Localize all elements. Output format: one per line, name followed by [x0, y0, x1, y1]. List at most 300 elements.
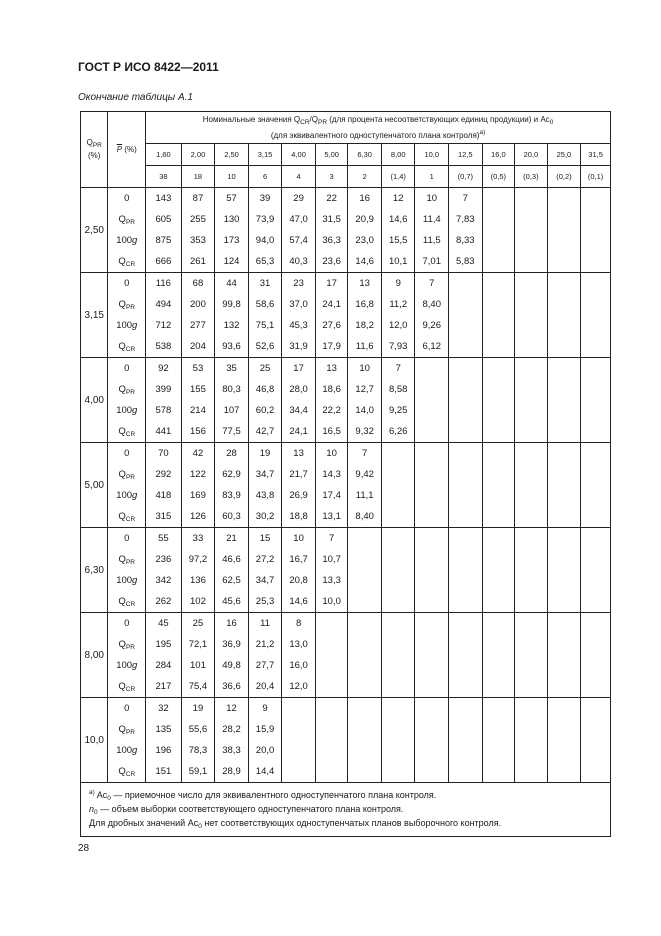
data-cell: [482, 251, 515, 273]
data-cell: 173: [215, 230, 249, 251]
ac-header-cell: 18: [181, 166, 215, 188]
qpr-header-unit: (%): [88, 151, 101, 160]
ratio-header-cell: 1,60: [146, 144, 182, 166]
data-cell: 25,3: [248, 591, 282, 613]
data-cell: [547, 485, 581, 506]
footnote-3-sub: 0: [198, 823, 202, 830]
row-label: [108, 591, 146, 613]
data-cell: [449, 379, 483, 400]
data-cell: [315, 634, 348, 655]
data-cell: [449, 634, 483, 655]
data-cell: 101: [181, 655, 215, 676]
data-cell: [581, 315, 611, 336]
data-cell: [449, 570, 483, 591]
title-part-1: Номинальные значения Q: [202, 114, 301, 124]
data-cell: [415, 443, 449, 465]
row-label: [108, 570, 146, 591]
ratio-header-cell: 5,00: [315, 144, 348, 166]
data-cell: [381, 485, 415, 506]
row-label: [108, 634, 146, 655]
data-cell: [581, 740, 611, 761]
data-cell: [581, 549, 611, 570]
data-cell: [547, 464, 581, 485]
data-cell: [581, 655, 611, 676]
data-cell: [515, 528, 548, 550]
data-cell: 143: [146, 188, 182, 210]
data-cell: [547, 443, 581, 465]
data-cell: 8,33: [449, 230, 483, 251]
data-cell: 11,2: [381, 294, 415, 315]
data-cell: [547, 740, 581, 761]
ratio-header-cell: 4,00: [282, 144, 316, 166]
table-row: [81, 528, 611, 550]
qpr-group-cell: 6,30: [81, 528, 108, 613]
data-cell: 18,6: [315, 379, 348, 400]
ac-header-cell: (1,4): [381, 166, 415, 188]
data-cell: [581, 273, 611, 295]
data-cell: [282, 761, 316, 783]
data-cell: 70: [146, 443, 182, 465]
data-cell: 14,6: [348, 251, 382, 273]
row-label: [108, 761, 146, 783]
data-cell: [315, 761, 348, 783]
data-cell: [381, 528, 415, 550]
data-cell: 52,6: [248, 336, 282, 358]
data-cell: [381, 443, 415, 465]
data-cell: [482, 528, 515, 550]
data-cell: [581, 676, 611, 698]
row-label-qcr: Q: [118, 340, 126, 352]
table-row: [81, 570, 611, 591]
row-label-g: g: [132, 660, 138, 671]
data-cell: 116: [146, 273, 182, 295]
data-cell: 59,1: [181, 761, 215, 783]
data-cell: 13,1: [315, 506, 348, 528]
data-cell: [449, 400, 483, 421]
row-label-zero: 0: [124, 533, 130, 544]
data-cell: 24,1: [315, 294, 348, 315]
ratio-header-cell: 2,50: [215, 144, 249, 166]
data-cell: 7,83: [449, 209, 483, 230]
data-cell: [515, 379, 548, 400]
data-cell: [348, 740, 382, 761]
data-cell: 712: [146, 315, 182, 336]
data-cell: [515, 358, 548, 380]
data-cell: [381, 549, 415, 570]
data-cell: [449, 506, 483, 528]
data-cell: 14,3: [315, 464, 348, 485]
data-cell: [482, 570, 515, 591]
data-cell: [449, 761, 483, 783]
data-cell: [348, 761, 382, 783]
ac-header-cell: (0,2): [547, 166, 581, 188]
data-cell: 44: [215, 273, 249, 295]
row-label-qcr-sub: CR: [125, 260, 136, 268]
data-cell: [482, 464, 515, 485]
data-cell: 25: [181, 613, 215, 635]
row-label: [108, 336, 146, 358]
row-label: [108, 379, 146, 400]
data-cell: [482, 230, 515, 251]
footnote-1-ac: Ac: [94, 790, 108, 800]
footnote-2-sub: 0: [94, 809, 98, 816]
data-cell: [415, 528, 449, 550]
row-label: [108, 676, 146, 698]
data-cell: [415, 400, 449, 421]
data-cell: 135: [146, 719, 182, 740]
data-cell: [415, 740, 449, 761]
row-label-zero: 0: [124, 703, 130, 714]
data-cell: [515, 230, 548, 251]
table-body: [81, 188, 611, 783]
ratio-header-cell: 3,15: [248, 144, 282, 166]
data-cell: [381, 740, 415, 761]
data-cell: 17: [282, 358, 316, 380]
footnote-1-mark: a): [89, 789, 95, 796]
row-label-qpr: Q: [118, 468, 126, 480]
row-label-qcr-sub: CR: [125, 600, 136, 608]
data-cell: 6,26: [381, 421, 415, 443]
row-label: [108, 528, 146, 550]
data-cell: 45,6: [215, 591, 249, 613]
data-cell: [381, 506, 415, 528]
data-cell: 16,0: [282, 655, 316, 676]
data-cell: 16: [348, 188, 382, 210]
footnote-3: [89, 818, 602, 832]
data-cell: [515, 570, 548, 591]
data-cell: 15,9: [248, 719, 282, 740]
data-cell: [581, 421, 611, 443]
sampling-table: [80, 111, 611, 837]
data-cell: 11,4: [415, 209, 449, 230]
row-label-qcr-sub: CR: [125, 430, 136, 438]
data-cell: 39: [248, 188, 282, 210]
data-cell: 73,9: [248, 209, 282, 230]
p-header-unit: (%): [124, 145, 137, 154]
data-cell: [415, 655, 449, 676]
ac-header-cell: (0,1): [581, 166, 611, 188]
row-label-qpr: Q: [118, 383, 126, 395]
row-label-qpr-sub: PR: [125, 558, 135, 566]
row-label-qpr-sub: PR: [125, 303, 135, 311]
data-cell: 418: [146, 485, 182, 506]
data-cell: [515, 591, 548, 613]
data-cell: 277: [181, 315, 215, 336]
data-cell: 33: [181, 528, 215, 550]
row-label-100: 100: [116, 235, 133, 246]
data-cell: [381, 613, 415, 635]
data-cell: 36,6: [215, 676, 249, 698]
data-cell: [515, 294, 548, 315]
ratio-row: [81, 144, 611, 166]
data-cell: [547, 273, 581, 295]
data-cell: [415, 761, 449, 783]
data-cell: 102: [181, 591, 215, 613]
data-cell: [581, 209, 611, 230]
data-cell: 353: [181, 230, 215, 251]
ratio-header-cell: 6,30: [348, 144, 382, 166]
data-cell: [547, 655, 581, 676]
data-cell: 214: [181, 400, 215, 421]
qpr-header-subscript: PR: [92, 142, 102, 149]
row-label-100: 100: [116, 490, 133, 501]
row-label-g: g: [132, 320, 138, 331]
row-label: [108, 740, 146, 761]
data-cell: [381, 570, 415, 591]
data-cell: 60,2: [248, 400, 282, 421]
data-cell: 538: [146, 336, 182, 358]
data-cell: 20,4: [248, 676, 282, 698]
data-cell: 578: [146, 400, 182, 421]
data-cell: [581, 400, 611, 421]
row-label-qcr: Q: [118, 765, 126, 777]
data-cell: [581, 294, 611, 315]
data-cell: 47,0: [282, 209, 316, 230]
data-cell: 10,7: [315, 549, 348, 570]
row-label-100: 100: [116, 405, 133, 416]
table-row: [81, 464, 611, 485]
row-label: [108, 464, 146, 485]
data-cell: 21: [215, 528, 249, 550]
data-cell: 32: [146, 698, 182, 720]
table-row: [81, 676, 611, 698]
data-cell: [348, 655, 382, 676]
data-cell: 19: [181, 698, 215, 720]
data-cell: 14,0: [348, 400, 382, 421]
data-cell: [547, 336, 581, 358]
row-label-qpr: Q: [118, 213, 126, 225]
data-cell: [449, 336, 483, 358]
row-label-g: g: [132, 235, 138, 246]
data-cell: [547, 188, 581, 210]
table-row: [81, 379, 611, 400]
data-cell: [515, 209, 548, 230]
data-cell: [449, 591, 483, 613]
data-cell: 132: [215, 315, 249, 336]
data-cell: 5,83: [449, 251, 483, 273]
ac-header-cell: 4: [282, 166, 316, 188]
data-cell: [482, 676, 515, 698]
table-row: [81, 273, 611, 295]
data-cell: 80,3: [215, 379, 249, 400]
data-cell: 10: [315, 443, 348, 465]
data-cell: [482, 315, 515, 336]
data-cell: [381, 591, 415, 613]
data-cell: 11,6: [348, 336, 382, 358]
data-cell: 12: [381, 188, 415, 210]
row-label-100: 100: [116, 745, 133, 756]
data-cell: [547, 761, 581, 783]
table-row: [81, 549, 611, 570]
row-label-qcr: Q: [118, 425, 126, 437]
data-cell: 99,8: [215, 294, 249, 315]
footnote-1-text: — приемочное число для эквивалентного одноступенчатого плана контроля.: [110, 790, 437, 800]
row-label-qcr: Q: [118, 255, 126, 267]
data-cell: [515, 421, 548, 443]
data-cell: [547, 209, 581, 230]
data-cell: [515, 634, 548, 655]
data-cell: [581, 336, 611, 358]
qpr-header-symbol: Q: [86, 138, 93, 147]
data-cell: 30,2: [248, 506, 282, 528]
table-row: [81, 294, 611, 315]
data-cell: 10,1: [381, 251, 415, 273]
title-part-2: (для процента несоответствующих единиц продукции) и Ac: [327, 114, 550, 124]
data-cell: [547, 549, 581, 570]
table-row: [81, 358, 611, 380]
data-cell: 20,9: [348, 209, 382, 230]
row-label-g: g: [132, 490, 138, 501]
data-cell: [482, 719, 515, 740]
data-cell: 55: [146, 528, 182, 550]
data-cell: [348, 591, 382, 613]
data-cell: [348, 613, 382, 635]
data-cell: [415, 570, 449, 591]
footnote-2: [89, 804, 602, 818]
data-cell: [547, 570, 581, 591]
data-cell: 195: [146, 634, 182, 655]
data-cell: 875: [146, 230, 182, 251]
data-cell: [515, 485, 548, 506]
ac-header-cell: 2: [348, 166, 382, 188]
data-cell: 236: [146, 549, 182, 570]
data-cell: 83,9: [215, 485, 249, 506]
data-cell: [482, 273, 515, 295]
data-cell: 7,93: [381, 336, 415, 358]
data-cell: 72,1: [181, 634, 215, 655]
table-row: [81, 336, 611, 358]
ratio-header-cell: 16,0: [482, 144, 515, 166]
data-cell: [581, 528, 611, 550]
data-cell: [515, 740, 548, 761]
data-cell: [449, 315, 483, 336]
data-cell: [547, 358, 581, 380]
row-label-100: 100: [116, 320, 133, 331]
data-cell: 494: [146, 294, 182, 315]
data-cell: [482, 549, 515, 570]
data-cell: [547, 506, 581, 528]
ratio-header-cell: 25,0: [547, 144, 581, 166]
data-cell: 15,5: [381, 230, 415, 251]
data-cell: [449, 464, 483, 485]
data-cell: [415, 613, 449, 635]
data-cell: 55,6: [181, 719, 215, 740]
data-cell: [449, 294, 483, 315]
data-cell: 9,32: [348, 421, 382, 443]
row-label: [108, 719, 146, 740]
data-cell: [449, 740, 483, 761]
qpr-group-cell: 2,50: [81, 188, 108, 273]
row-label-qcr-sub: CR: [125, 770, 136, 778]
data-cell: 57,4: [282, 230, 316, 251]
ac-header-cell: 1: [415, 166, 449, 188]
data-cell: [415, 506, 449, 528]
data-cell: [482, 506, 515, 528]
table-row: [81, 698, 611, 720]
data-cell: [482, 188, 515, 210]
data-cell: [515, 698, 548, 720]
row-label: [108, 698, 146, 720]
data-cell: 40,3: [282, 251, 316, 273]
data-cell: [415, 464, 449, 485]
row-label-zero: 0: [124, 363, 130, 374]
row-label-qpr-sub: PR: [125, 388, 135, 396]
row-label-qcr-sub: CR: [125, 515, 136, 523]
data-cell: 262: [146, 591, 182, 613]
ac-header-cell: (0,5): [482, 166, 515, 188]
data-cell: 15: [248, 528, 282, 550]
ac-row: [81, 166, 611, 188]
data-cell: 7: [381, 358, 415, 380]
p-column-header: [108, 112, 146, 188]
data-cell: 28,0: [282, 379, 316, 400]
data-cell: 27,2: [248, 549, 282, 570]
data-cell: 122: [181, 464, 215, 485]
footnote-2-text: — объем выборки соответствующего одноступенчатого плана контроля.: [97, 804, 404, 814]
table-row: [81, 613, 611, 635]
row-label-zero: 0: [124, 193, 130, 204]
data-cell: [547, 400, 581, 421]
data-cell: 284: [146, 655, 182, 676]
table-row: [81, 400, 611, 421]
data-cell: 42,7: [248, 421, 282, 443]
row-label: [108, 613, 146, 635]
data-cell: 77,5: [215, 421, 249, 443]
row-label-100: 100: [116, 660, 133, 671]
data-cell: 11,5: [415, 230, 449, 251]
data-cell: [348, 634, 382, 655]
data-cell: [282, 719, 316, 740]
data-cell: 196: [146, 740, 182, 761]
data-cell: 23: [282, 273, 316, 295]
table-row: [81, 719, 611, 740]
data-cell: [581, 485, 611, 506]
table-row: [81, 634, 611, 655]
ac-header-cell: 38: [146, 166, 182, 188]
data-cell: [482, 358, 515, 380]
ratio-header-cell: 8,00: [381, 144, 415, 166]
data-cell: 45,3: [282, 315, 316, 336]
data-cell: 9,26: [415, 315, 449, 336]
row-label-qcr: Q: [118, 510, 126, 522]
row-label: [108, 485, 146, 506]
data-cell: [547, 676, 581, 698]
table-row: [81, 315, 611, 336]
data-cell: 20,0: [248, 740, 282, 761]
data-cell: 10: [282, 528, 316, 550]
ac-header-cell: (0,7): [449, 166, 483, 188]
data-cell: [547, 421, 581, 443]
data-cell: 62,9: [215, 464, 249, 485]
data-cell: 31,9: [282, 336, 316, 358]
data-cell: [415, 634, 449, 655]
data-cell: [581, 188, 611, 210]
data-cell: [482, 421, 515, 443]
data-cell: 11,1: [348, 485, 382, 506]
data-cell: [482, 634, 515, 655]
data-cell: 12: [215, 698, 249, 720]
data-cell: [449, 613, 483, 635]
data-cell: 261: [181, 251, 215, 273]
data-cell: [581, 591, 611, 613]
data-cell: 16,5: [315, 421, 348, 443]
data-cell: 441: [146, 421, 182, 443]
data-cell: [482, 613, 515, 635]
data-cell: 9,25: [381, 400, 415, 421]
table-row: [81, 443, 611, 465]
title-sub-cr: CR: [300, 118, 310, 126]
data-cell: 10,0: [315, 591, 348, 613]
